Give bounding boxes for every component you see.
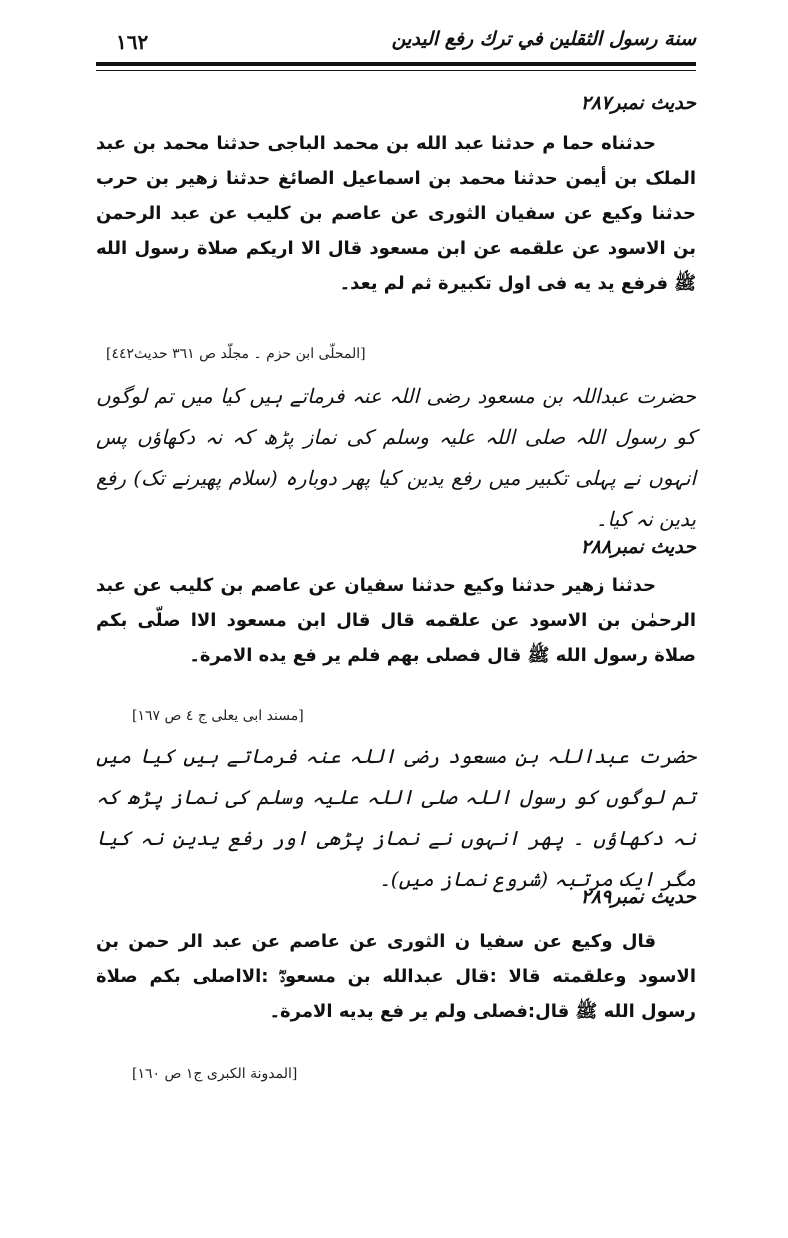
hadith-287-heading: حدیث نمبر۲۸۷	[580, 92, 696, 114]
hadith-288-urdu-translation: حضرت عبداللہ بن مسعود رضی اللہ عنہ فرماتے ہیں کیا میں تم لوگوں کو رسول اللہ صلی اللہ علیہ وسلم کی نماز پڑھ کہ نہ دکھاؤں ۔ پھر انہوں نے نماز پڑھی اور رفع یدین نہ کیا مگر ایک مرتبہ (شروع نماز میں)۔	[96, 744, 696, 891]
hadith-287-urdu-translation: حضرت عبداللہ بن مسعود رضی اللہ عنہ فرماتے ہیں کیا میں تم لوگوں کو رسول اللہ صلی اللہ علیہ وسلم کی نماز پڑھ کہ نہ دکھاؤں پس انہوں نے پہلی تکبیر میں رفع یدین کیا پھر دوبارہ (سلام پھیرنے تک) رفع یدین نہ کیا۔	[96, 384, 696, 531]
hadith-288-heading: حدیث نمبر۲۸۸	[580, 536, 696, 558]
hadith-289-arabic-text	[96, 924, 696, 1029]
arabic-paragraph: حدثنا زهیر حدثنا وکیع حدثنا سفیان عن عاصم بن کلیب عن عبد الرحمٰن بن الاسود عن علقمه قال قال ابن مسعود الاا صلّی بکم صلاة رسول الله ﷺ قال فصلی بهم فلم یر فع یده الامرة۔	[96, 575, 696, 666]
arabic-paragraph: حدثناه حما م حدثنا عبد الله بن محمد الباجی حدثنا محمد بن عبد الملک بن أیمن حدثنا محمد بن اسماعیل الصائغ حدثنا زهیر بن حرب حدثنا وکیع عن سفیان الثوری عن عاصم بن کلیب عن عبد الرحمن بن الاسود عن علقمه عن ابن مسعود قال الا اریکم صلاة رسول الله ﷺ فرفع ید یه فی اول تکبیرة ثم لم یعد۔	[96, 133, 696, 294]
hadith-289-heading: حدیث نمبر۲۸۹	[580, 886, 696, 908]
hadith-287-arabic-text	[96, 126, 696, 301]
header-rule-thin	[96, 70, 696, 71]
hadith-288-arabic-text	[96, 568, 696, 673]
page-header	[96, 28, 696, 58]
hadith-287-reference: [المحلّی ابن حزم ۔ مجلّد ص ٣٦١ حدیث٤٤٢]	[106, 346, 366, 362]
arabic-paragraph: قال وکیع عن سفیا ن الثوری عن عاصم عن عبد الر حمن بن الاسود وعلقمته قالا :قال عبدالله بن مسعودؓ :الااصلی بکم صلاة رسول الله ﷺ قال:فصلی ولم یر فع یدیه الامرة۔	[96, 931, 696, 1022]
page-number: ١٦٢	[116, 30, 149, 54]
running-title: سنة رسول الثقلين في ترك رفع اليدين	[391, 28, 696, 50]
header-rule-thick	[96, 62, 696, 66]
hadith-289-reference: [المدونة الکبری ج١ ص ١٦٠]	[132, 1066, 298, 1082]
hadith-288-reference: [مسند ابی یعلی ج ٤ ص ١٦٧]	[132, 708, 304, 724]
